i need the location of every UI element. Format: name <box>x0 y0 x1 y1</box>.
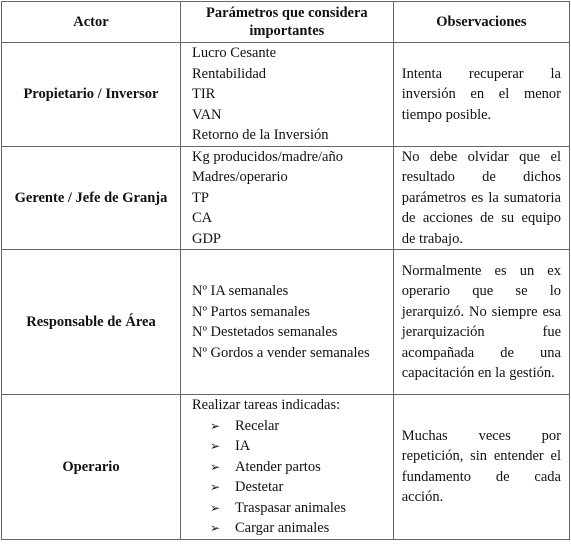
param-item: ➢ Atender partos <box>192 457 393 478</box>
header-obs: Observaciones <box>393 2 569 43</box>
param-item: Kg producidos/madre/año <box>191 148 343 165</box>
obs-text: Normalmente es un ex operario que se lo jerarquizó. No siempre esa jerarquización fue acompañada de una capacitación en la gestión. <box>401 262 561 381</box>
param-item: Madres/operario <box>191 169 288 185</box>
param-item: TP <box>191 189 209 206</box>
arrow-bullet-icon: ➢ <box>209 459 221 474</box>
param-item: ➢ IA <box>192 436 393 457</box>
param-item: Retorno de la Inversión <box>191 127 329 143</box>
actor-cell: Operario <box>2 395 181 540</box>
params-cell <box>180 250 393 395</box>
header-params: Parámetros que considera importantes <box>180 2 393 43</box>
obs-text: Intenta recuperar la inversión en el menor tiempo posible. <box>401 65 561 123</box>
params-cell <box>180 146 393 250</box>
actor-cell: Gerente / Jefe de Granja <box>2 146 181 250</box>
params-cell <box>180 395 393 540</box>
table-row <box>2 146 570 250</box>
param-item: Lucro Cesante <box>191 45 277 61</box>
table-row <box>2 250 570 395</box>
arrow-bullet-icon: ➢ <box>209 521 221 535</box>
arrow-bullet-icon: ➢ <box>209 480 221 494</box>
obs-cell <box>393 250 569 395</box>
param-item: Rentabilidad <box>191 65 267 82</box>
param-item: Nº Gordos a vender semanales <box>191 344 370 361</box>
obs-text: Muchas veces por repetición, sin entender el fundamento de cada acción. <box>401 427 561 506</box>
table-row <box>2 43 570 147</box>
param-item: ➢ Recelar <box>192 416 393 437</box>
param-item: ➢ Destetar <box>192 477 393 498</box>
param-item: ➢ Traspasar animales <box>192 498 393 519</box>
params-cell <box>180 43 393 147</box>
actors-table <box>1 1 570 540</box>
header-actor: Actor <box>2 2 181 43</box>
table-row <box>2 395 570 540</box>
actor-cell: Propietario / Inversor <box>2 43 181 147</box>
param-item: ➢ Cargar animales <box>192 518 393 539</box>
param-item: Nº IA semanales <box>191 283 289 299</box>
obs-cell <box>393 43 569 147</box>
params-intro: Realizar tareas indicadas: <box>191 397 341 413</box>
arrow-bullet-icon: ➢ <box>209 500 221 515</box>
obs-text: No debe olvidar que el resultado de dichos parámetros es la sumatoria de acciones de su equipo de trabajo. <box>401 148 561 247</box>
param-item: Nº Partos semanales <box>191 303 311 320</box>
param-item: GDP <box>191 230 221 247</box>
param-item: VAN <box>191 106 222 123</box>
actor-cell: Responsable de Área <box>2 250 181 395</box>
arrow-bullet-icon: ➢ <box>209 418 221 433</box>
param-item: CA <box>191 210 213 226</box>
obs-cell <box>393 395 569 540</box>
arrow-bullet-icon: ➢ <box>209 439 221 453</box>
param-item: TIR <box>191 86 216 102</box>
header-row <box>2 2 570 43</box>
obs-cell <box>393 146 569 250</box>
param-item: Nº Destetados semanales <box>191 324 338 340</box>
